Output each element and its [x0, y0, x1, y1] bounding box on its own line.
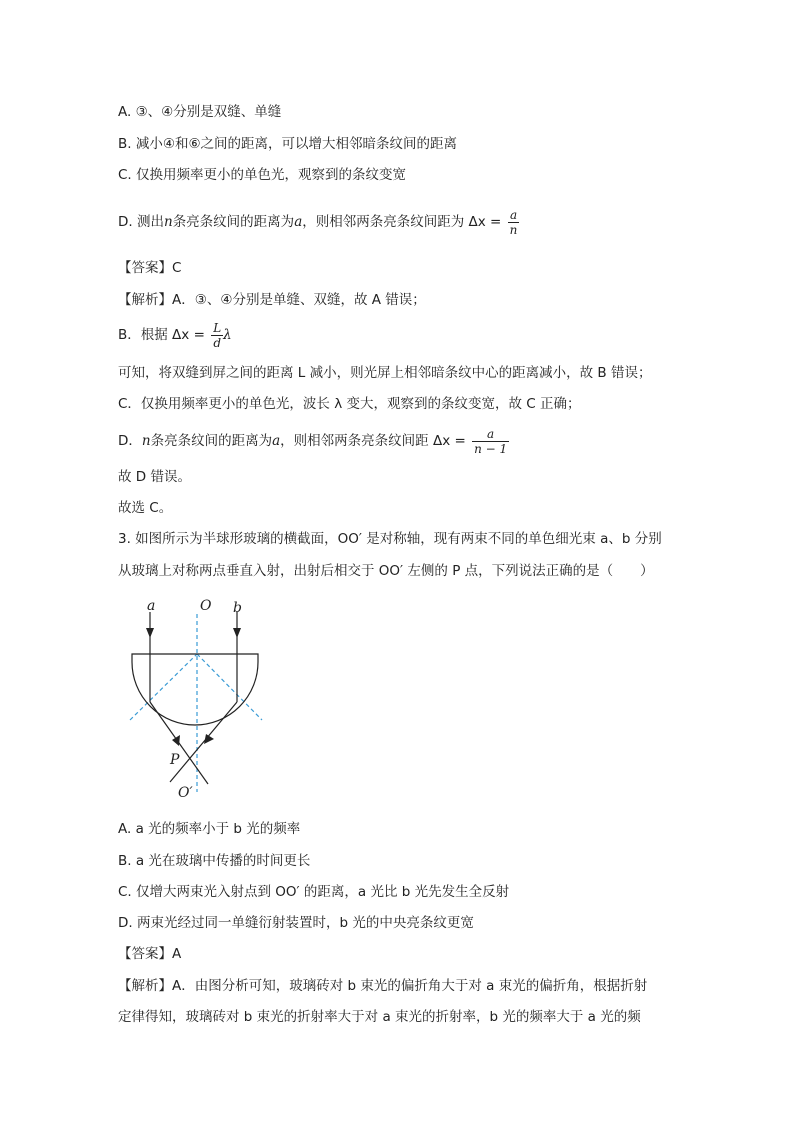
label-o-prime: O′ — [178, 785, 193, 801]
q2-analysis-a: 【解析】A．③、④分别是单缝、双缝，故 A 错误； — [118, 292, 426, 308]
q2-option-d: D. 测出n条亮条纹间的距离为a，则相邻两条亮条纹间距为 Δx = $\frac{a}{n}$ — [118, 207, 518, 237]
label-p: P — [170, 752, 180, 768]
q3-stem-line2: 从玻璃上对称两点垂直入射，出射后相交于 OO′ 左侧的 P 点，下列说法正确的是（ ） — [118, 563, 654, 579]
q2-analysis-c: C．仅换用频率更小的单色光，波长 λ 变大，观察到的条纹变宽，故 C 正确； — [118, 396, 581, 412]
q2-option-b: B. 减小④和⑥之间的距离，可以增大相邻暗条纹间的距离 — [118, 136, 458, 152]
q2-option-c: C. 仅换用频率更小的单色光，观察到的条纹变宽 — [118, 167, 407, 183]
q3-option-c: C. 仅增大两束光入射点到 OO′ 的距离，a 光比 b 光先发生全反射 — [118, 884, 510, 900]
q3-option-b: B. a 光在玻璃中传播的时间更长 — [118, 853, 311, 869]
q3-analysis-line2: 定律得知，玻璃砖对 b 束光的折射率大于对 a 束光的折射率，b 光的频率大于 a 光的频 — [118, 1009, 641, 1025]
q3-analysis-line1: 【解析】A．由图分析可知，玻璃砖对 b 束光的偏折角大于对 a 束光的偏折角，根据折射 — [118, 978, 648, 994]
q2-analysis-b2: 可知，将双缝到屏之间的距离 L 减小，则光屏上相邻暗条纹中心的距离减小，故 B 错误； — [118, 365, 652, 381]
hemisphere-glass — [132, 654, 258, 725]
q2-analysis-b-fraction: $\frac{L}{d}$ — [213, 320, 222, 350]
q3-stem-line1: 3. 如图所示为半球形玻璃的横截面，OO′ 是对称轴，现有两束不同的单色细光束 a、b 分别 — [118, 531, 662, 547]
ray-a-arrow-down — [146, 628, 154, 638]
q2-option-a: A. ③、④分别是双缝、单缝 — [118, 104, 282, 120]
hemisphere-figure — [120, 592, 280, 807]
ray-a-arrow-exit — [172, 735, 180, 746]
q3-answer: 【答案】A — [118, 946, 182, 962]
label-b: b — [233, 600, 242, 616]
normal-line-left — [130, 654, 197, 720]
label-a: a — [147, 598, 156, 614]
q2-choose: 故选 C。 — [118, 500, 173, 516]
q2-answer: 【答案】C — [118, 260, 182, 276]
ray-b-exit — [170, 702, 237, 782]
q2-analysis-d: D．n条亮条纹间的距离为a，则相邻两条亮条纹间距 Δx = $\frac{a}{n - 1}$ — [118, 426, 508, 456]
q3-option-d: D. 两束光经过同一单缝衍射装置时，b 光的中央亮条纹更宽 — [118, 915, 474, 931]
label-o: O — [200, 598, 212, 614]
q3-option-a: A. a 光的频率小于 b 光的频率 — [118, 821, 301, 837]
q2-analysis-b: B．根据 Δx = $\frac{L}{d}$ λ — [118, 320, 232, 350]
q2-option-d-fraction: $\frac{a}{n}$ — [509, 207, 518, 237]
q2-analysis-d-fraction: $\frac{a}{n - 1}$ — [474, 426, 508, 456]
q2-analysis-d2: 故 D 错误。 — [118, 469, 191, 485]
ray-b-arrow-down — [233, 628, 241, 638]
